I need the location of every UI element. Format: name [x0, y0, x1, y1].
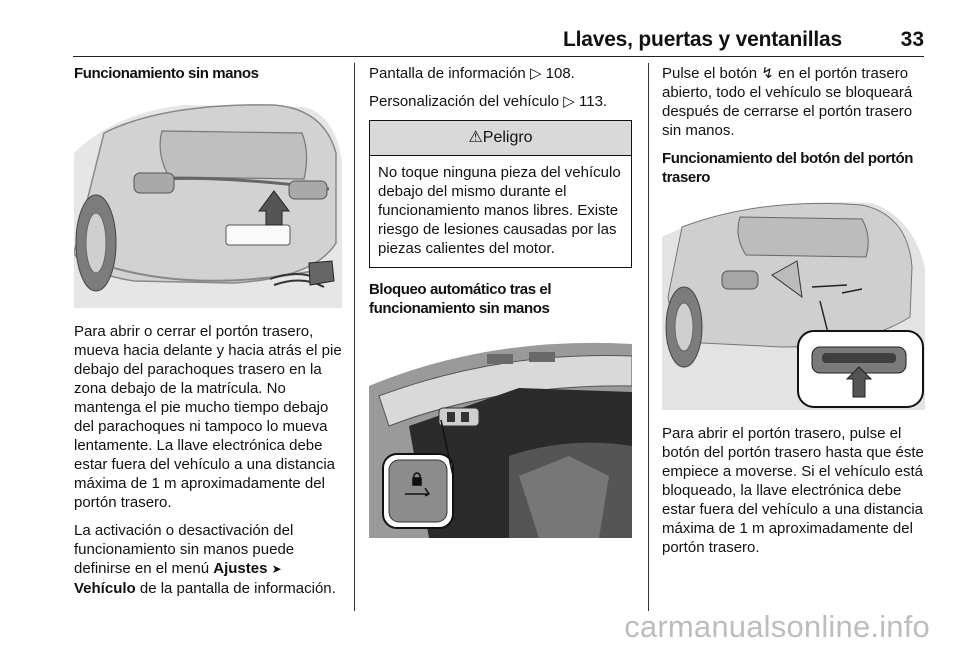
- watermark: carmanualsonline.info: [624, 609, 930, 644]
- tailgate-lock-icon: ↯: [761, 65, 774, 82]
- handsfree-settings-text: La activación o desactivación del funcionamiento sin manos puede definirse en el menú Ajustes ➤ Vehículo de la pantalla de información.: [74, 522, 336, 597]
- page-number: 33: [900, 28, 924, 51]
- handsfree-description: Para abrir o cerrar el portón trasero, mueva hacia delante y hacia atrás el pie debajo del parachoques trasero en la zona debajo de la matrícula. No mantenga el pie mucho tiempo debajo del parachoques ni tampoco lo mueva lentamente. La llave electrónica debe estar fuera del vehículo a una distancia máxima de 1 m aproximadamente del portón trasero.: [74, 323, 342, 511]
- column-1: [74, 64, 342, 607]
- rear-bumper-foot-illustration: [74, 93, 342, 308]
- tailgate-button-description: Para abrir el portón trasero, pulse el botón del portón trasero hasta que éste empiece a moverse. Si el vehículo está bloqueado, la llave electrónica debe estar fuera del vehículo a una distancia máxima de 1 m aproximadamente del portón trasero.: [662, 425, 924, 556]
- section-title: Llaves, puertas y ventanillas: [562, 28, 842, 51]
- crossref-arrow-icon: ▷: [563, 93, 575, 110]
- heading-handsfree: Funcionamiento sin manos: [74, 65, 259, 82]
- crossref-arrow-icon: ▷: [529, 65, 542, 82]
- warning-box: [369, 120, 632, 268]
- column-divider: [648, 63, 649, 611]
- header-rule: [73, 56, 924, 57]
- column-2: [369, 64, 632, 538]
- page-header: [0, 0, 960, 60]
- warning-triangle-icon: ⚠: [468, 129, 483, 146]
- heading-tailgate-button: Funcionamiento del botón del portón trasero: [662, 150, 913, 186]
- submenu-arrow-icon: ➤: [271, 562, 282, 576]
- warning-text: No toque ninguna pieza del vehículo debajo del mismo durante el funcionamiento manos libres. Existe riesgo de lesiones causadas por las piezas calientes del motor.: [378, 164, 621, 257]
- column-divider: [354, 63, 355, 611]
- warning-header: ⚠Peligro: [370, 121, 631, 156]
- crossref-info-display: Pantalla de información ▷ 108.: [369, 65, 575, 82]
- lock-button-text: Pulse el botón ↯ en el portón trasero abierto, todo el vehículo se bloqueará después de cerrarse el portón trasero sin manos.: [662, 65, 913, 139]
- column-3: [662, 64, 927, 566]
- menu-settings: Ajustes: [213, 560, 268, 577]
- crossref-personalization: Personalización del vehículo ▷ 113.: [369, 93, 608, 110]
- menu-vehicle: Vehículo: [74, 580, 136, 597]
- tailgate-lock-button-illustration: [369, 326, 632, 538]
- tailgate-button-illustration: [662, 197, 925, 410]
- heading-auto-lock: Bloqueo automático tras el funcionamiento sin manos: [369, 281, 552, 317]
